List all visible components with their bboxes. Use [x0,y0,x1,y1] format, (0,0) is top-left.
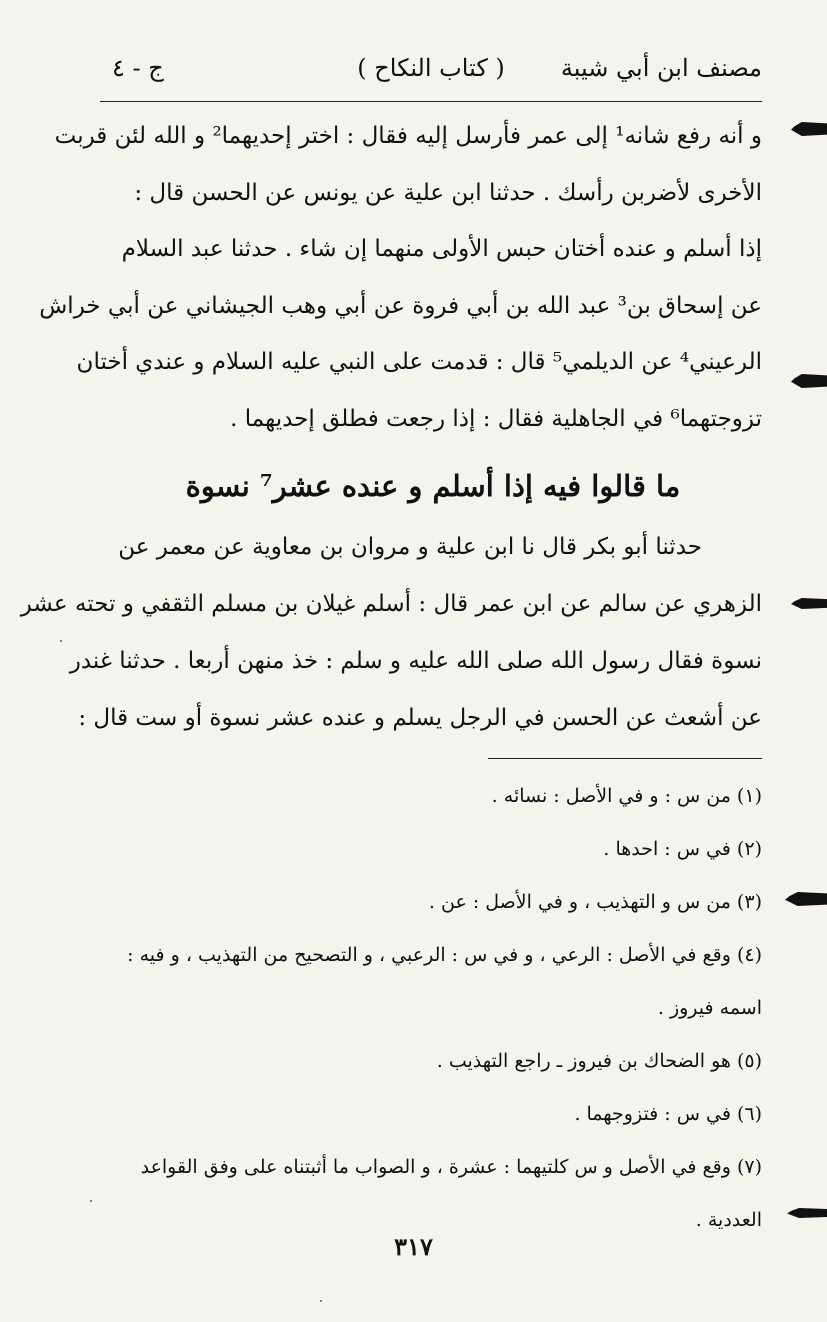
margin-mark [791,374,827,388]
text-line: تزوجتهما⁶ في الجاهلية فقال : إذا رجعت فطلق إحديهما . [230,405,762,432]
margin-mark [791,598,827,609]
text-line: و أنه رفع شانه¹ إلى عمر فأرسل إليه فقال : اختر إحديهما² و الله لئن قربت [54,123,762,149]
paragraph-2 [20,519,762,747]
margin-mark [785,892,827,906]
scan-speck [90,1200,92,1202]
footnote-divider [488,758,762,759]
footnote: (٥) هو الضحاك بن فيروز ـ راجع التهذيب . [436,1050,762,1072]
page-header [100,50,762,100]
header-divider [100,101,762,102]
footnote: (٣) من س و التهذيب ، و في الأصل : عن . [428,891,762,913]
scan-speck [320,1300,322,1302]
text-line: نسوة فقال رسول الله صلى الله عليه و سلم : خذ منهن أربعا . حدثنا غندر [69,648,762,674]
footnote: (٤) وقع في الأصل : الرعي ، و في س : الرعبي ، و التصحيح من التهذيب ، و فيه : [127,944,762,966]
footnote: (٢) في س : احدها . [603,838,762,860]
book-title: مصنف ابن أبي شيبة [560,54,762,82]
footnote: (٧) وقع في الأصل و س كلتيهما : عشرة ، و الصواب ما أثبتناه على وفق القواعد [140,1156,762,1178]
footnote: (١) من س : و في الأصل : نسائه . [491,785,762,807]
footnotes [104,770,762,1247]
margin-mark [791,122,827,136]
footnote-continuation: العددية . [695,1209,762,1231]
text-line: الرعيني⁴ عن الديلمي⁵ قال : قدمت على النبي عليه السلام و عندي أختان [76,349,762,375]
volume-number: ج - ٤ [112,54,164,82]
text-line: عن إسحاق بن³ عبد الله بن أبي فروة عن أبي وهب الجيشاني عن أبي خراش [39,292,762,319]
paragraph-1 [39,108,762,447]
page-number: ٣١٧ [394,1232,433,1261]
chapter-title: ( كتاب النكاح ) [357,54,505,82]
text-line: الأخرى لأضربن رأسك . حدثنا ابن علية عن يونس عن الحسن قال : [134,179,762,206]
scan-speck [60,640,62,642]
footnote: (٦) في س : فتزوجهما . [574,1103,762,1125]
section-heading: ما قالوا فيه إذا أسلم و عنده عشر⁷ نسوة [185,469,681,503]
text-line: حدثنا أبو بكر قال نا ابن علية و مروان بن معاوية عن معمر عن [118,534,702,560]
text-line: الزهري عن سالم عن ابن عمر قال : أسلم غيلان بن مسلم الثقفي و تحته عشر [20,591,762,617]
margin-mark [787,1208,827,1218]
text-line: عن أشعث عن الحسن في الرجل يسلم و عنده عشر نسوة أو ست قال : [78,705,762,731]
text-line: إذا أسلم و عنده أختان حبس الأولى منهما إن شاء . حدثنا عبد السلام [121,236,762,262]
footnote-continuation: اسمه فيروز . [657,997,762,1019]
